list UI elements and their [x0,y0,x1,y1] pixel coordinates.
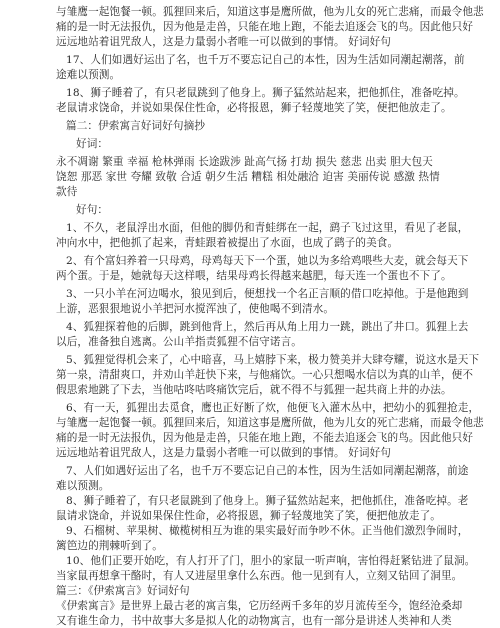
text-line: 与雏鹰一起饱餐一顿。狐狸回来后，知道这事是鹰所做，他为儿女的死亡悲痛，而最令他悲 [56,417,484,429]
text-line: 4、狐狸探着他的后脚，跳到他背上，然后再从角上用力一跳，跳出了井口。狐狸上去 [66,321,469,333]
text-line: 第一泉，清甜爽口，并劝山羊赶快下来，与他痛饮。一心只想喝水信以为真的山羊，便不 [56,369,474,381]
text-line: 两个蛋。于是，她就每天这样喂，结果母鸡长得越来越肥，每天连一个蛋也不下了。 [56,270,452,282]
text-line: 7、人们如遇好运出了名，也千万不要忘记自己的本性，因为生活如同潮起潮落，前途 [66,465,469,477]
text-line: 上游，恶狠狠地说小羊把河水搅浑浊了，使他喝不到清水。 [56,303,335,315]
text-line: 饶恕 那恶 家世 夸耀 致敬 合适 朝夕生活 糟糕 相处融洽 迫害 美丽传说 感激 热情 [56,171,440,183]
text-line: 又有谁生命力，书中故事大多是拟人化的动物寓言，也有一部分是讲述人类神和人类 [56,615,452,627]
text-line: 9、石榴树、苹果树、橄榄树相互为谁的果实最好而争吵不休。正当他们激烈争闹时， [66,525,469,537]
text-line: 痛的是一时无法报仇，因为他是走兽，只能在地上跑，不能去追逐会飞的鸟。因此他只好 [56,21,474,33]
text-line: 篇三：《伊索寓言》好词好句 [56,585,190,597]
text-line: 2、有个富妇养着一只母鸡，母鸡每天下一个蛋，她以为多给鸡喂些大麦，就会每天下 [66,255,469,267]
text-line: 6、有一天，狐狸出去觅食，鹰也正好断了炊，他便飞入灌木丛中，把幼小的狐狸抢走， [66,402,480,414]
text-line: 款待 [56,186,78,198]
text-line: 与雏鹰一起饱餐一顿。狐狸回来后，知道这事是鹰所做，他为儿女的死亡悲痛，而最令他悲 [56,6,484,18]
text-line: 好句： [76,204,109,216]
text-line: 远远地站着诅咒敌人，这是力量弱小者唯一可以做到的事情。 好词好句 [56,36,391,48]
text-line: 痛的是一时无法报仇，因为他是走兽，只能在地上跑，不能去追逐会飞的鸟。因此他只好 [56,432,474,444]
text-line: 远远地站着诅咒敌人，这是力量弱小者唯一可以做到的事情。 好词好句 [56,447,391,459]
text-line: 老鼠请求饶命，并说如果保住性命，必将报恩，狮子轻蔑地笑了笑，便把他放走了。 [56,102,452,114]
text-line: 篱笆边的荆棘听到了。 [56,540,163,552]
text-line: 18、狮子睡着了，有只老鼠跳到了他身上。狮子猛然站起来，把他抓住，准备吃掉。 [66,87,465,99]
text-line: 永不凋谢 繁重 幸福 枪林弹雨 长途跋涉 趾高气扬 打劫 损失 慈悲 出卖 胆大包天 [56,156,433,168]
text-line: 途难以预测。 [56,69,121,81]
text-line: 3、一只小羊在河边喝水，狼见到后，便想找一个名正言顺的借口吃掉他。于是他跑到 [66,288,469,300]
text-line: 冲向水中，把他抓了起来，青蛙跟着被提出了水面，也成了鹞子的美食。 [56,237,399,249]
section-heading: 篇二：伊索寓言好词好句摘抄 [66,120,206,132]
text-line: 难以预测。 [56,480,110,492]
text-line: 假思索地跳了下去，当他咕咚咕咚痛饮完后，就不得不与狐狸一起共商上井的办法。 [56,384,452,396]
text-line: 1、不久，老鼠浮出水面，但他的脚仍和青蛙绑在一起，鹞子飞过这里，看见了老鼠， [66,222,469,234]
text-line: 17、人们如遇好运出了名，也千万不要忘记自己的本性，因为生活如同潮起潮落，前 [66,54,465,66]
text-line: 《伊索寓言》是世界上最古老的寓言集，它历经两千多年的岁月流传至今，饱经沧桑却 [56,600,463,612]
text-line: 以后，准备独自逃离。公山羊指责狐狸不信守诺言。 [56,336,302,348]
text-line: 10、他们正要开始吃，有人打开了门，胆小的家鼠一听声响，害怕得赶紧钻进了鼠洞。 [66,555,476,567]
text-line: 好词： [76,138,109,150]
text-line: 5、狐狸觉得机会来了，心中暗喜，马上嬉脖下来，极力赞美并大肆夸耀，说这水是天下 [66,354,480,366]
text-line: 鼠请求饶命，并说如果保住性命，必将报恩，狮子轻蔑地笑了笑，便把他放走了。 [56,510,441,522]
text-line: 8、狮子睡着了，有只老鼠跳到了他身上。狮子猛然站起来，把他抓住，准备吃掉。老 [66,495,469,507]
text-line: 当家鼠再想拿干酪时，有人又进屋里拿什么东西。他一见到有人，立刻又钻回了洞里。 [56,570,463,582]
